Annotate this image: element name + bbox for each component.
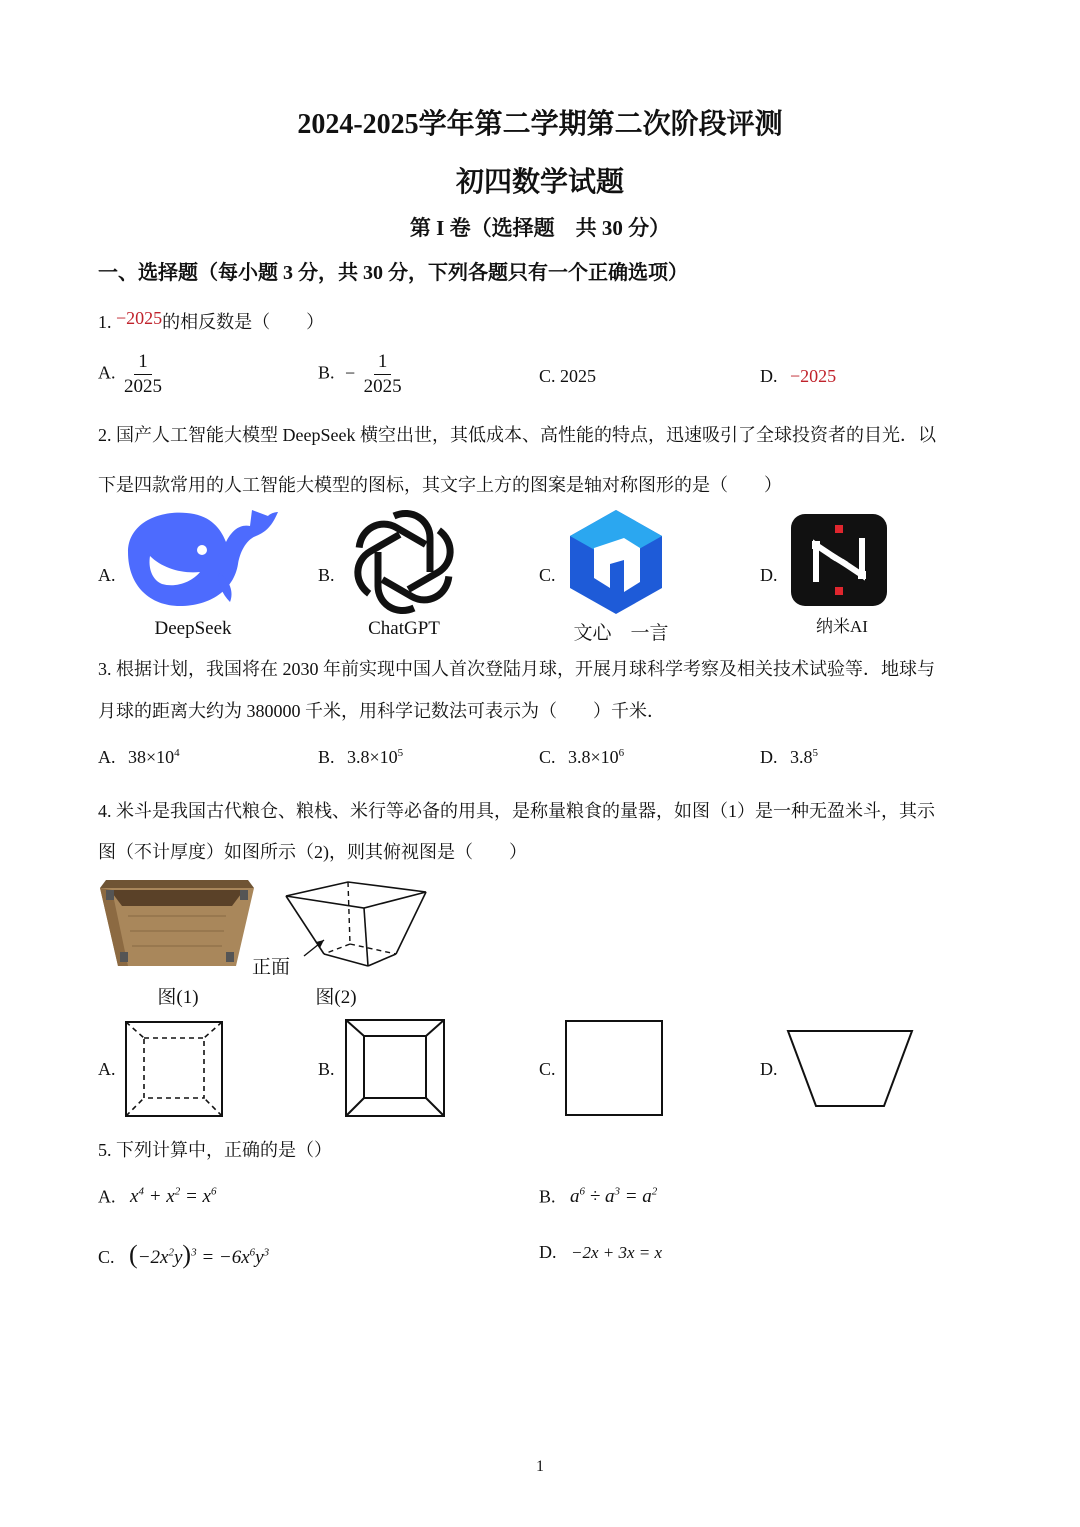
part-heading: 第 I 卷（选择题 共 30 分） <box>409 216 671 240</box>
option-a-square-dashed-diagram <box>124 1020 224 1118</box>
deepseek-whale-icon <box>122 502 280 612</box>
frustum-diagram <box>284 878 432 970</box>
option-label: A. <box>98 362 116 383</box>
q2-line-1: 2. 国产人工智能大模型 DeepSeek 横空出世，其低成本、高性能的特点，迅速吸引了全球投资者的目光．以 <box>98 425 936 445</box>
fraction <box>124 350 162 399</box>
option-base: 3.8×10 <box>347 747 398 767</box>
q2-label-d[interactable]: D. <box>760 565 778 585</box>
q4-label-a[interactable]: A. <box>98 1059 116 1079</box>
option-base: 3.8×10 <box>568 747 619 767</box>
wooden-rice-measure-image <box>98 876 256 972</box>
numerator: 1 <box>374 350 392 375</box>
option-base: 3.8 <box>790 747 813 767</box>
figure-2-caption: 图(2) <box>315 987 357 1008</box>
q3-option-c[interactable] <box>539 747 624 768</box>
q4-line-1: 4. 米斗是我国古代粮仓、粮栈、米行等必备的用具，是称量粮食的量器，如图（1）是一种无盈米斗，其示 <box>98 801 935 821</box>
q1-text: 的相反数是（ ） <box>162 312 325 332</box>
q3-line-2: 月球的距离大约为 380000 千米，用科学记数法可表示为（ ）千米． <box>98 701 665 721</box>
q3-option-b[interactable] <box>318 747 403 768</box>
nano-ai-caption: 纳米AI <box>816 617 868 636</box>
q1-option-b[interactable] <box>318 350 406 399</box>
option-exponent: 4 <box>174 747 180 759</box>
q5-option-d[interactable] <box>539 1242 662 1263</box>
q4-label-d[interactable]: D. <box>760 1059 778 1079</box>
numerator: 1 <box>134 350 152 375</box>
option-label: B. <box>539 1186 556 1207</box>
front-face-label: 正面 <box>252 957 291 978</box>
q2-label-b[interactable]: B. <box>318 565 335 585</box>
option-label: B. <box>318 362 335 383</box>
q3-option-d[interactable] <box>760 747 818 768</box>
question-1 <box>98 308 324 334</box>
q5-option-b[interactable] <box>539 1186 657 1208</box>
wenxin-caption: 文心 一言 <box>573 623 669 644</box>
q1-option-a[interactable] <box>98 350 166 399</box>
q5-option-a[interactable] <box>98 1186 216 1208</box>
section-heading: 一、选择题（每小题 3 分，共 30 分，下列各题只有一个正确选项） <box>98 262 688 284</box>
page-number: 1 <box>536 1458 544 1475</box>
q3-option-a[interactable] <box>98 747 180 768</box>
option-c-square-diagram <box>564 1019 664 1117</box>
option-label: D. <box>760 366 778 386</box>
q4-line-2: 图（不计厚度）如图所示（2)，则其俯视图是（ ） <box>98 842 527 862</box>
question-number: 1. <box>98 312 112 332</box>
q2-line-2: 下是四款常用的人工智能大模型的图标，其文字上方的图案是轴对称图形的是（ ） <box>98 475 782 495</box>
option-a-formula: $x^4 + x^2 = x^6$ <box>130 1186 217 1208</box>
option-label: A. <box>98 1186 116 1207</box>
figure-1-caption: 图(1) <box>157 987 199 1008</box>
option-c-formula: $(-2x^2y)^3 = -6x^6y^3$ <box>129 1240 270 1269</box>
q1-value: −2025 <box>116 308 163 328</box>
q1-option-c[interactable]: C. 2025 <box>539 366 597 386</box>
exam-subtitle: 初四数学试题 <box>455 167 624 198</box>
option-b-square-solid-diagram <box>344 1018 446 1118</box>
option-label: C. <box>539 747 556 767</box>
option-label: D. <box>539 1242 557 1262</box>
q4-label-b[interactable]: B. <box>318 1059 335 1079</box>
q2-label-c[interactable]: C. <box>539 565 556 585</box>
fraction <box>364 350 402 399</box>
chatgpt-logo-icon <box>346 504 462 620</box>
q5-option-c[interactable] <box>98 1240 269 1270</box>
q2-label-a[interactable]: A. <box>98 565 116 585</box>
option-exponent: 5 <box>812 747 818 759</box>
q4-label-c[interactable]: C. <box>539 1059 556 1079</box>
q5-question: 5. 下列计算中，正确的是（） <box>98 1140 332 1160</box>
denominator: 2025 <box>363 376 402 397</box>
option-base: 38×10 <box>128 747 175 767</box>
option-d-formula: −2x + 3x = x <box>571 1243 663 1262</box>
deepseek-caption: DeepSeek <box>154 618 232 639</box>
chatgpt-caption: ChatGPT <box>368 618 440 639</box>
q1-option-d[interactable] <box>760 366 836 387</box>
option-exponent: 5 <box>397 747 404 759</box>
wenxin-logo-icon <box>566 508 666 616</box>
denominator: 2025 <box>124 376 162 397</box>
option-label: C. <box>98 1247 115 1267</box>
option-d-trapezoid-diagram <box>786 1028 914 1110</box>
option-value: −2025 <box>790 366 837 386</box>
option-label: A. <box>98 747 116 767</box>
nano-ai-logo-icon <box>790 513 888 607</box>
option-b-formula: $a^6 \div a^3 = a^2$ <box>570 1186 658 1208</box>
option-exponent: 6 <box>618 747 625 759</box>
option-label: D. <box>760 747 778 767</box>
minus-sign: − <box>345 362 356 383</box>
q3-line-1: 3. 根据计划，我国将在 2030 年前实现中国人首次登陆月球，开展月球科学考察及相关技术试验等．地球与 <box>98 659 935 679</box>
option-label: B. <box>318 747 335 767</box>
exam-title: 2024-2025学年第二学期第二次阶段评测 <box>297 109 783 140</box>
